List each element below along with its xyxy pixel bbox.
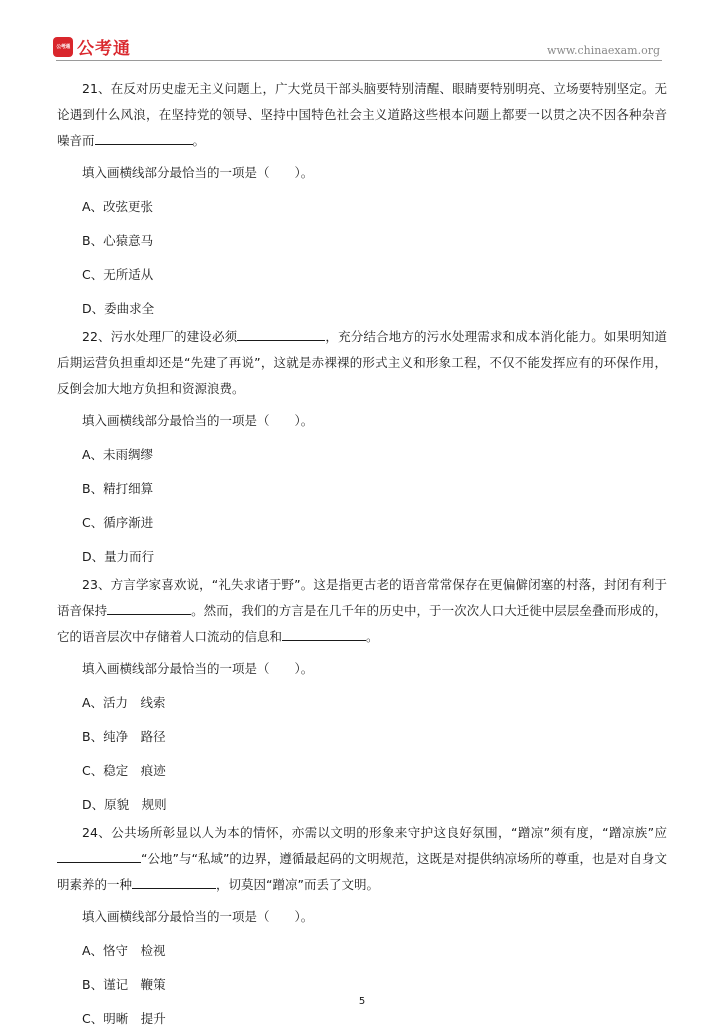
option-b[interactable]: B、谨记 鞭策	[82, 977, 166, 992]
answer-blank	[57, 848, 141, 863]
site-url[interactable]: www.chinaexam.org	[547, 44, 660, 57]
question-prompt: 填入画横线部分最恰当的一项是（ ）。	[82, 413, 314, 428]
option-b[interactable]: B、纯净 路径	[82, 729, 166, 744]
option-c[interactable]: C、无所适从	[82, 267, 154, 282]
answer-blank	[282, 626, 366, 641]
option-d[interactable]: D、委曲求全	[82, 301, 155, 316]
question-stem: 23、方言学家喜欢说，“礼失求诸于野”。这是指更古老的语音常常保存在更偏僻闭塞的村落，封闭有利于语音保持 。然而，我们的方言是在几千年的历史中，于一次次人口大迁徙中层层垒叠而形成的，它的语音层次中存储着人口流动的信息和 。	[57, 577, 667, 644]
question-prompt: 填入画横线部分最恰当的一项是（ ）。	[82, 165, 314, 180]
question-23	[57, 572, 667, 818]
question-stem: 24、公共场所彰显以人为本的情怀，亦需以文明的形象来守护这良好氛围，“蹭凉”须有度，“蹭凉族”应“公地”与“私域”的边界，遵循最起码的文明规范，这既是对提供纳凉场所的尊重，也是对自身文明素养的一种 ，切莫因“蹭凉”而丢了文明。	[57, 825, 667, 892]
option-a[interactable]: A、活力 线索	[82, 695, 166, 710]
question-prompt: 填入画横线部分最恰当的一项是（ ）。	[82, 661, 314, 676]
logo-text: 公考通	[77, 39, 131, 59]
option-d[interactable]: D、量力而行	[82, 549, 155, 564]
page-header	[0, 0, 724, 70]
answer-blank	[132, 874, 216, 889]
header-divider	[56, 60, 662, 61]
question-21	[57, 76, 667, 322]
logo[interactable]	[53, 34, 131, 59]
document-body	[57, 74, 667, 1032]
option-c[interactable]: C、稳定 痕迹	[82, 763, 166, 778]
question-stem: 22、污水处理厂的建设必须 ，充分结合地方的污水处理需求和成本消化能力。如果明知道后期运营负担重却还是“先建了再说”，这就是赤裸裸的形式主义和形象工程，不仅不能发挥应有的环保作用，反倒会加大地方负担和资源浪费。	[57, 324, 667, 402]
logo-badge-icon: 公考通	[53, 37, 73, 57]
question-stem: 21、在反对历史虚无主义问题上，广大党员干部头脑要特别清醒、眼睛要特别明亮、立场要特别坚定。无论遇到什么风浪，在坚持党的领导、坚持中国特色社会主义道路这些根本问题上都要一以贯之决不因各种杂音噪音而 。	[57, 81, 667, 148]
question-22	[57, 324, 667, 570]
option-b[interactable]: B、精打细算	[82, 481, 154, 496]
answer-blank	[107, 600, 191, 615]
option-c[interactable]: C、明晰 提升	[82, 1011, 166, 1026]
page-number: 5	[358, 996, 366, 1007]
option-c[interactable]: C、循序渐进	[82, 515, 154, 530]
option-b[interactable]: B、心猿意马	[82, 233, 154, 248]
option-a[interactable]: A、恪守 检视	[82, 943, 166, 958]
answer-blank	[95, 130, 193, 145]
option-a[interactable]: A、未雨绸缪	[82, 447, 154, 462]
option-a[interactable]: A、改弦更张	[82, 199, 154, 214]
question-prompt: 填入画横线部分最恰当的一项是（ ）。	[82, 909, 314, 924]
answer-blank	[237, 326, 325, 341]
option-d[interactable]: D、原貌 规则	[82, 797, 167, 812]
